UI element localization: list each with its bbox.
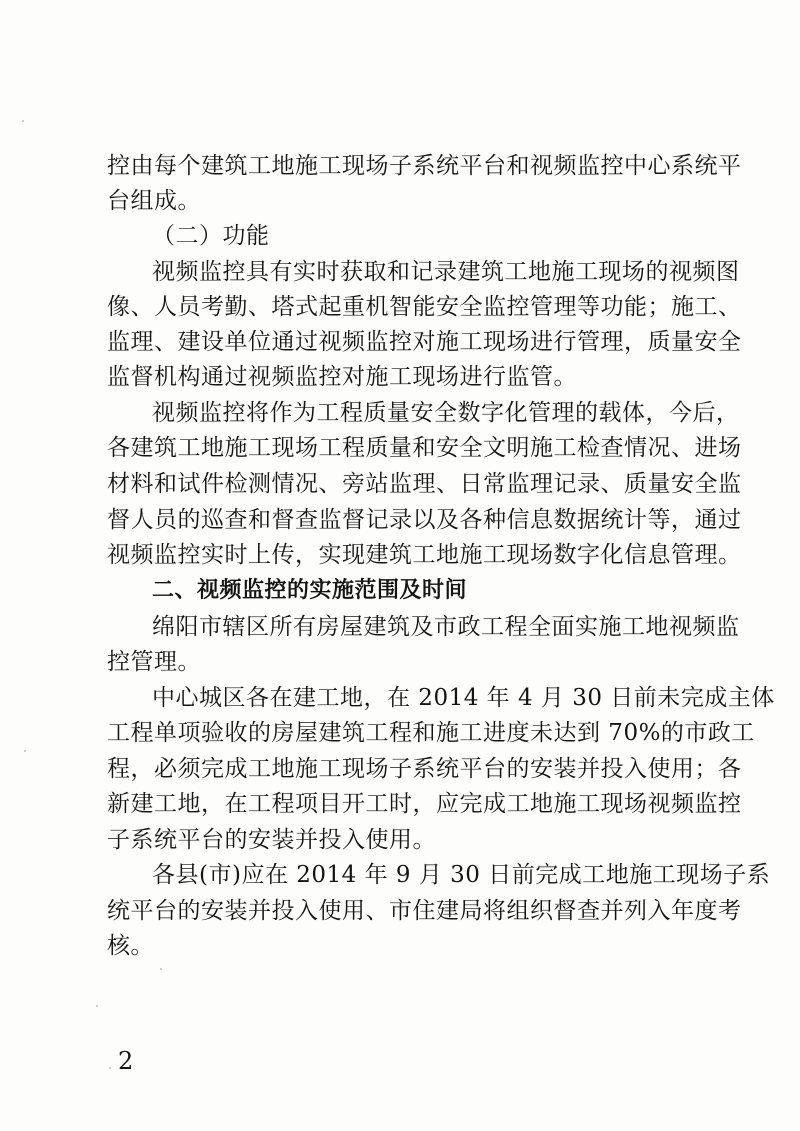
section-heading: 二、视频监控的实施范围及时间: [152, 578, 468, 603]
body-text-line: 视频监控具有实时获取和记录建筑工地施工现场的视频图: [152, 259, 740, 285]
body-text-line: 视频监控实时上传，实现建筑工地施工现场数字化信息管理。: [107, 542, 742, 568]
body-text-line: 控管理。: [107, 649, 201, 675]
scan-speck: [160, 968, 162, 970]
body-text-line: 监理、建设单位通过视频监控对施工现场进行管理，质量安全: [107, 329, 742, 355]
body-text-line: 程，必须完成工地施工现场子系统平台的安装并投入使用；各: [107, 756, 742, 782]
body-text-line: 中心城区各在建工地，在 2014 年 4 月 30 日前未完成主体: [152, 685, 775, 711]
body-text-line: 新建工地，在工程项目开工时，应完成工地施工现场视频监控: [107, 791, 742, 817]
body-text-line: 材料和试件检测情况、旁站监理、日常监理记录、质量安全监: [107, 471, 742, 497]
scan-speck: [109, 1067, 111, 1069]
body-text-line: 工程单项验收的房屋建筑工程和施工进度未达到 70%的市政工: [107, 720, 755, 746]
body-text-line: 核。: [107, 933, 154, 959]
body-text-line: 监督机构通过视频监控对施工现场进行监管。: [107, 364, 577, 390]
body-text-line: 各建筑工地施工现场工程质量和安全文明施工检查情况、进场: [107, 435, 742, 461]
page-number: 2: [118, 1047, 134, 1075]
body-text-line: 台组成。: [107, 188, 201, 214]
body-text-line: 像、人员考勤、塔式起重机智能安全监控管理等功能；施工、: [107, 294, 742, 320]
body-text-line: 控由每个建筑工地施工现场子系统平台和视频监控中心系统平: [107, 153, 742, 179]
body-text-line: 子系统平台的安装并投入使用。: [107, 827, 436, 853]
section-subheading: （二）功能: [152, 223, 270, 249]
body-text-line: 各县(市)应在 2014 年 9 月 30 日前完成工地施工现场子系: [152, 862, 771, 888]
scan-speck: [24, 750, 26, 752]
body-text-line: 视频监控将作为工程质量安全数字化管理的载体，今后，: [152, 400, 740, 426]
scan-speck: [96, 1005, 98, 1007]
body-text-line: 绵阳市辖区所有房屋建筑及市政工程全面实施工地视频监: [152, 614, 740, 640]
scan-speck: [22, 120, 24, 122]
body-text-line: 督人员的巡查和督查监督记录以及各种信息数据统计等，通过: [107, 507, 742, 533]
body-text-line: 统平台的安装并投入使用、市住建局将组织督查并列入年度考: [107, 898, 742, 924]
